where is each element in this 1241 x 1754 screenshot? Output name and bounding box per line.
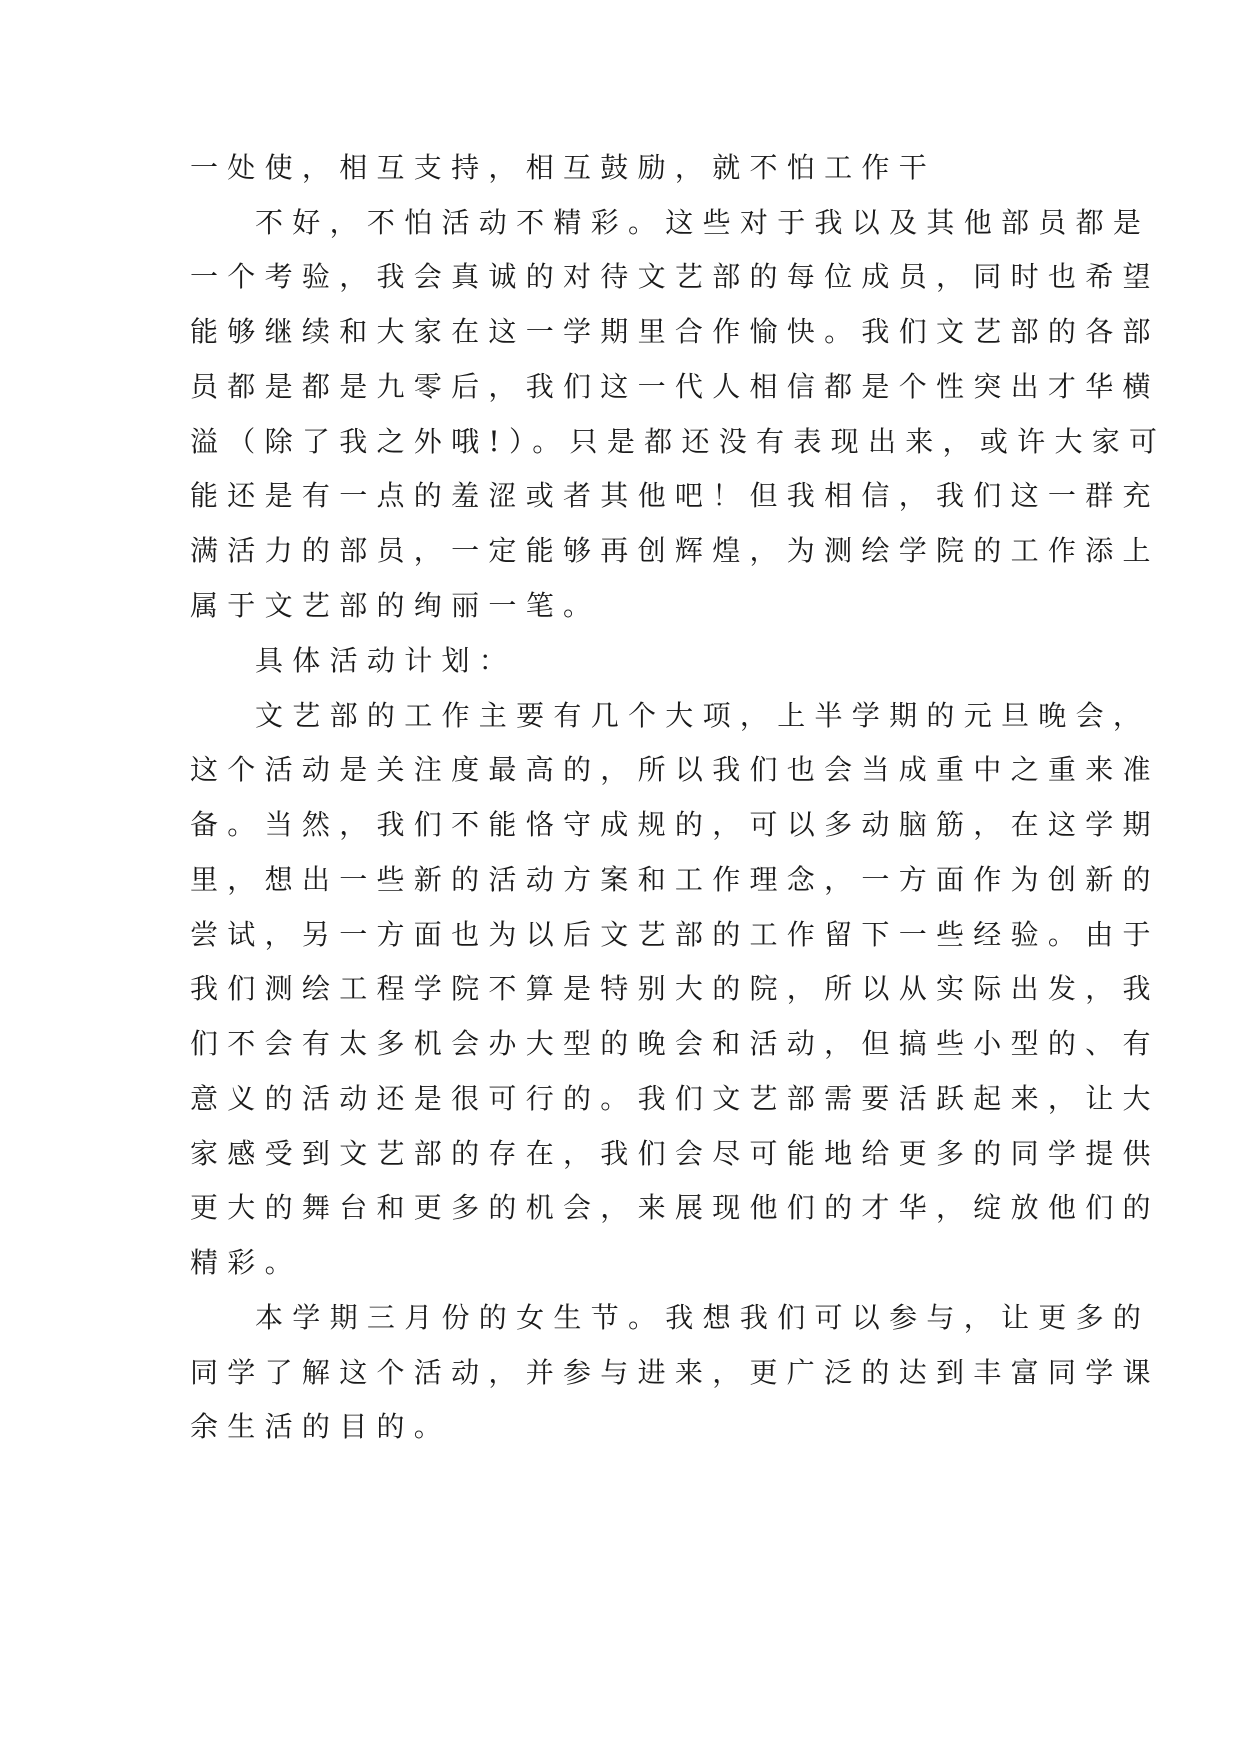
text-line: 一个考验，我会真诚的对待文艺部的每位成员，同时也希望 (190, 260, 1160, 293)
text-line: 不好，不怕活动不精彩。这些对于我以及其他部员都是 (255, 206, 1151, 239)
text-line: 本学期三月份的女生节。我想我们可以参与，让更多的 (255, 1301, 1151, 1334)
text-line: 员都是都是九零后，我们这一代人相信都是个性突出才华横 (190, 370, 1160, 403)
text-line: 属于文艺部的绚丽一笔。 (190, 589, 601, 622)
text-line: 溢（除了我之外哦!）。只是都还没有表现出来，或许大家可 (190, 425, 1167, 458)
text-line: 能还是有一点的羞涩或者其他吧！但我相信，我们这一群充 (190, 479, 1160, 512)
text-line: 我们测绘工程学院不算是特别大的院，所以从实际出发，我 (190, 972, 1160, 1005)
text-line: 家感受到文艺部的存在，我们会尽可能地给更多的同学提供 (190, 1137, 1160, 1170)
text-line: 更大的舞台和更多的机会，来展现他们的才华，绽放他们的 (190, 1191, 1160, 1224)
text-line: 余生活的目的。 (190, 1410, 452, 1443)
text-line: 一处使，相互支持，相互鼓励，就不怕工作干 (190, 151, 937, 184)
text-line: 里，想出一些新的活动方案和工作理念，一方面作为创新的 (190, 863, 1160, 896)
text-line: 尝试，另一方面也为以后文艺部的工作留下一些经验。由于 (190, 918, 1160, 951)
text-line: 能够继续和大家在这一学期里合作愉快。我们文艺部的各部 (190, 315, 1160, 348)
text-line: 备。当然，我们不能恪守成规的，可以多动脑筋，在这学期 (190, 808, 1160, 841)
text-line: 精彩。 (190, 1246, 302, 1279)
text-line: 意义的活动还是很可行的。我们文艺部需要活跃起来，让大 (190, 1082, 1160, 1115)
text-line: 具体活动计划： (255, 644, 517, 677)
text-line: 文艺部的工作主要有几个大项，上半学期的元旦晚会， (255, 699, 1151, 732)
text-line: 同学了解这个活动，并参与进来，更广泛的达到丰富同学课 (190, 1356, 1160, 1389)
text-line: 满活力的部员，一定能够再创辉煌，为测绘学院的工作添上 (190, 534, 1160, 567)
text-line: 这个活动是关注度最高的，所以我们也会当成重中之重来准 (190, 753, 1160, 786)
text-line: 们不会有太多机会办大型的晚会和活动，但搞些小型的、有 (190, 1027, 1160, 1060)
